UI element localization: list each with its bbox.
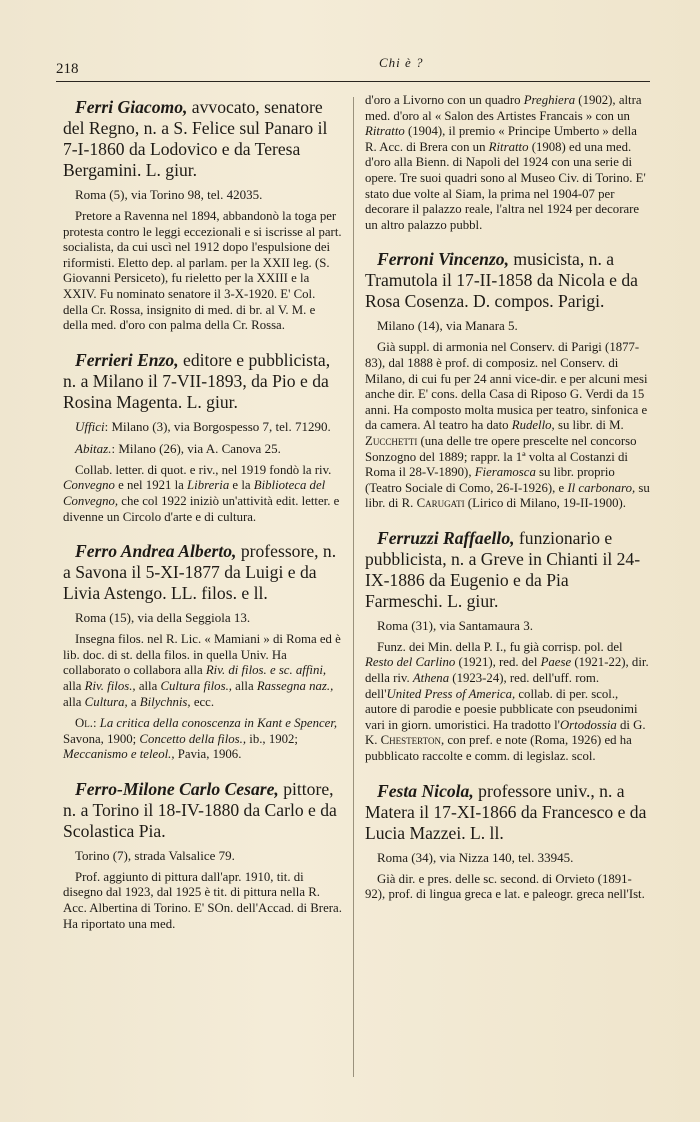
entry-name: Festa Nicola, (377, 780, 474, 801)
bio-text: che col 1922 iniziò un'attività edit. letter. e divenne un Circolo d'arte e di cultura. (63, 493, 340, 524)
bio-text: Funz. dei Min. della P. I., fu già corrisp. pol. del (377, 639, 623, 654)
entry-biography: Prof. aggiunto di pittura dall'apr. 1910, tit. di disegno dal 1923, dal 1925 è tit. di pittura nella R. Acc. Albertina di Torino. E' SOn. dell'Accad. di Brera. Ha riportato una med. (63, 869, 342, 931)
bio-text: e la (229, 478, 254, 493)
bio-text: alla (231, 678, 257, 693)
bio-title: Ritratto (488, 139, 529, 154)
bio-text: (una delle tre opere prescelte nel concorso Sonzogno del 1889; rappr. la 1ª volta al Costanzi di Roma il 28-V-1890), (365, 433, 637, 480)
bio-title: Libreria (187, 478, 230, 493)
entry-biography (365, 640, 650, 765)
entry-ferro-andrea-alberto (63, 541, 343, 763)
bio-text: a (127, 694, 140, 709)
entry-biography (63, 463, 343, 525)
bio-title: Bilychnis, (139, 694, 191, 709)
entry-biography-continued (365, 93, 650, 233)
bio-text: (1923-24), red. dell'uff. rom. dell' (365, 671, 600, 701)
bio-text: alla (135, 678, 161, 693)
bio-title: Rassegna naz., (256, 678, 334, 693)
entry-heading (63, 350, 343, 413)
entry-name: Ferro-Milone Carlo Cesare, (75, 778, 279, 799)
page-number: 218 (56, 61, 79, 77)
entry-name: Ferri Giacomo, (75, 97, 188, 117)
entry-ferri-giacomo (63, 97, 343, 334)
bio-title: Convegno (63, 478, 115, 493)
entry-name: Ferroni Vincenzo, (377, 249, 509, 270)
entry-description: avvocato, senatore del Regno, n. a S. Felice sul Panaro il 7-I-1860 da Lodovico e da Teresa Bergamini. L. giur. (63, 97, 328, 180)
entry-heading (63, 97, 343, 181)
left-column (63, 97, 343, 948)
bio-title: Riv. filos., (84, 678, 136, 693)
bio-title: Paese (540, 655, 572, 670)
running-title: Chi è ? (379, 55, 424, 70)
address-text: : Milano (3), via Borgospesso 7, tel. 71290. (104, 418, 331, 434)
address-label: Abitaz. (75, 440, 112, 456)
bio-title: Il carbonaro, (567, 480, 636, 495)
bio-person: Zucchetti (365, 433, 418, 448)
bio-title: Ortodossia (559, 717, 617, 732)
entry-biography (63, 632, 343, 710)
bio-text: con pref. e note (Roma, 1926) ed ha pubblicato raccolte e comm. di legislaz. scol. (365, 733, 632, 764)
bio-title: United Press of America, (386, 686, 516, 701)
entry-address: Roma (15), via della Seggiola 13. (75, 610, 251, 626)
bio-text: (1902), altra med. d'oro al « Salon des Artistes Francais » con un (365, 93, 642, 123)
bio-title: Fieramosca (474, 465, 536, 480)
entry-name: Ferrieri Enzo, (75, 349, 179, 370)
bio-text: alla (63, 694, 85, 709)
entry-description: professore, n. a Savona il 5-XI-1877 da Luigi e da Livia Astengo. LL. filos. e ll. (63, 541, 337, 604)
entry-heading (365, 528, 650, 612)
entry-biography: Già dir. e pres. delle sc. second. di Orvieto (1891-92), prof. di lingua greca e lat. e paleogr. greca nell'Ist. (365, 871, 645, 902)
entry-ferruzzi-raffaello (365, 528, 650, 765)
work-title: Meccanismo e teleol., (63, 747, 175, 762)
entry-name: Ferruzzi Raffaello, (377, 527, 515, 548)
entry-name: Ferro Andrea Alberto, (75, 541, 237, 562)
entry-address: Roma (5), via Torino 98, tel. 42035. (75, 187, 263, 202)
column-divider (353, 97, 354, 1077)
bio-text: (Lirico di Milano, 19-II-1900). (464, 496, 626, 511)
right-column (365, 93, 650, 919)
entry-festa-nicola (365, 781, 650, 903)
bio-person: Carugati (416, 496, 465, 511)
entry-heading (63, 779, 343, 842)
address-label: Uffici (75, 418, 105, 434)
bio-title: Cultura filos., (160, 678, 232, 693)
entry-description: professore univ., n. a Matera il 17-XI-1866 da Francesco e da Lucia Mazzei. L. ll. (365, 780, 647, 843)
bio-text: su libr. di R. (365, 480, 650, 511)
bio-text: collab. di per. scol., autore di parodie e poesie pubblicate con pseudonimi vari in giorn. umoristici. Ha tradotto l' (365, 686, 638, 732)
entry-biography (365, 340, 650, 512)
entry-address: Roma (31), via Santamaura 3. (377, 617, 533, 633)
bio-title: Athena (412, 671, 450, 686)
bio-title: Rudello, (511, 418, 555, 433)
work-info: Pavia, 1906. (174, 747, 242, 762)
entry-heading (63, 541, 343, 604)
work-title: La critica della conoscenza in Kant e Spencer, (96, 716, 338, 731)
bio-text: su libr. proprio (Teatro Sociale di Como, 26-I-1926), e (365, 465, 615, 495)
bio-text: (1921), red. del (455, 655, 541, 670)
work-title: Concetto della filos., (139, 731, 247, 746)
entry-biography: Pretore a Ravenna nel 1894, abbandonò la toga per protesta contro le leggi eccezionali e si iscrisse al part. socialista, da cui uscì nel 1912 dopo l'espulsione dei riformisti. Eletto dep. al parlam. per la XXII leg. (S. Giovanni Persiceto), fu rieletto per la XXIII e la XXIV. Fu nominato senatore il 3-X-1920. E' Col. della Cr. Rossa, insignito di med. di br. al V. M. e della med. d'oro con palma della Cr. Rossa. (63, 209, 342, 333)
entry-heading (365, 781, 650, 844)
entry-heading (365, 249, 650, 312)
works-label: Ol.: (75, 716, 97, 731)
entry-description: editore e pubblicista, n. a Milano il 7-VII-1893, da Pio e da Rosina Magenta. L. giur. (63, 349, 331, 412)
entry-address: Milano (14), via Manara 5. (377, 318, 518, 334)
bio-title: Resto del Carlino (365, 655, 456, 670)
bio-text: d'oro a Livorno con un quadro (365, 93, 524, 107)
entry-address-home (63, 441, 343, 457)
entry-address: Roma (34), via Nizza 140, tel. 33945. (377, 849, 574, 865)
bio-text: su libr. di M. (554, 418, 624, 433)
entry-ferro-milone-continued (365, 93, 650, 233)
bio-title: Riv. di filos. e sc. affini, (205, 663, 327, 678)
bio-text: Insegna filos. nel R. Lic. « Mamiani » di Roma ed è lib. doc. di st. della filos. in quella Univ. Ha collaborato o collabora alla (63, 632, 341, 678)
entry-description: funzionario e pubblicista, n. a Greve in Chianti il 24-IX-1886 da Eugenio e da Pia Farmeschi. L. giur. (365, 527, 641, 611)
bio-title: Cultura, (84, 694, 128, 709)
bio-text: alla (63, 678, 85, 693)
entry-address: Torino (7), strada Valsalice 79. (75, 847, 235, 863)
bio-person: Chesterton, (380, 733, 445, 748)
bio-text: Già suppl. di armonia nel Conserv. di Parigi (1877-83), dal 1888 è prof. di composiz. nel Conserv. di Milano, di cui fu per 24 anni vice-dir. e per alcuni mesi anche dir. E' cons. della Casa di Riposo G. Verdi da 15 anni. Ha composto molta musica per teatro, sinfonica e da camera. Al teatro ha dato (365, 340, 648, 433)
entry-description: musicista, n. a Tramutola il 17-II-1858 da Nicola e da Rosa Cosenza. D. compos. Parigi. (365, 249, 638, 312)
bio-text: ecc. (190, 694, 215, 709)
bio-text: (1904), il premio « Principe Umberto » della R. Acc. di Brera con un (365, 124, 637, 154)
bio-text: (1921-22), dir. della riv. (365, 655, 649, 686)
address-text: : Milano (26), via A. Canova 25. (111, 440, 281, 456)
entry-ferro-milone-carlo-cesare (63, 779, 343, 932)
entry-description: pittore, n. a Torino il 18-IV-1880 da Carlo e da Scolastica Pia. (63, 778, 337, 841)
bio-text: di G. K. (365, 717, 646, 748)
entry-address-office (63, 419, 343, 435)
entry-works (63, 716, 343, 763)
work-info: ib., 1902; (246, 731, 298, 746)
bio-text: Collab. letter. di quot. e riv., nel 1919 fondò la riv. (75, 462, 332, 477)
page-header (56, 55, 650, 82)
entry-ferroni-vincenzo (365, 249, 650, 512)
bio-text: (1908) ed una med. d'oro alla Bienn. di Napoli del 1924 con una serie di opere. Tre suoi quadri sono al Museo Civ. di Torino. E' stato due volte al Siam, la prima nel 1904-07 per decorare il palazzo reale, l'altra nel 1924 per decorare un altro palazzo pubbl. (365, 139, 646, 232)
bio-title: Preghiera (523, 93, 576, 107)
bio-title: Biblioteca del Convegno, (63, 478, 326, 508)
work-info: Savona, 1900; (63, 731, 140, 746)
entry-ferrieri-enzo (63, 350, 343, 525)
bio-text: e nel 1921 la (114, 478, 188, 493)
bio-title: Ritratto (365, 124, 405, 139)
